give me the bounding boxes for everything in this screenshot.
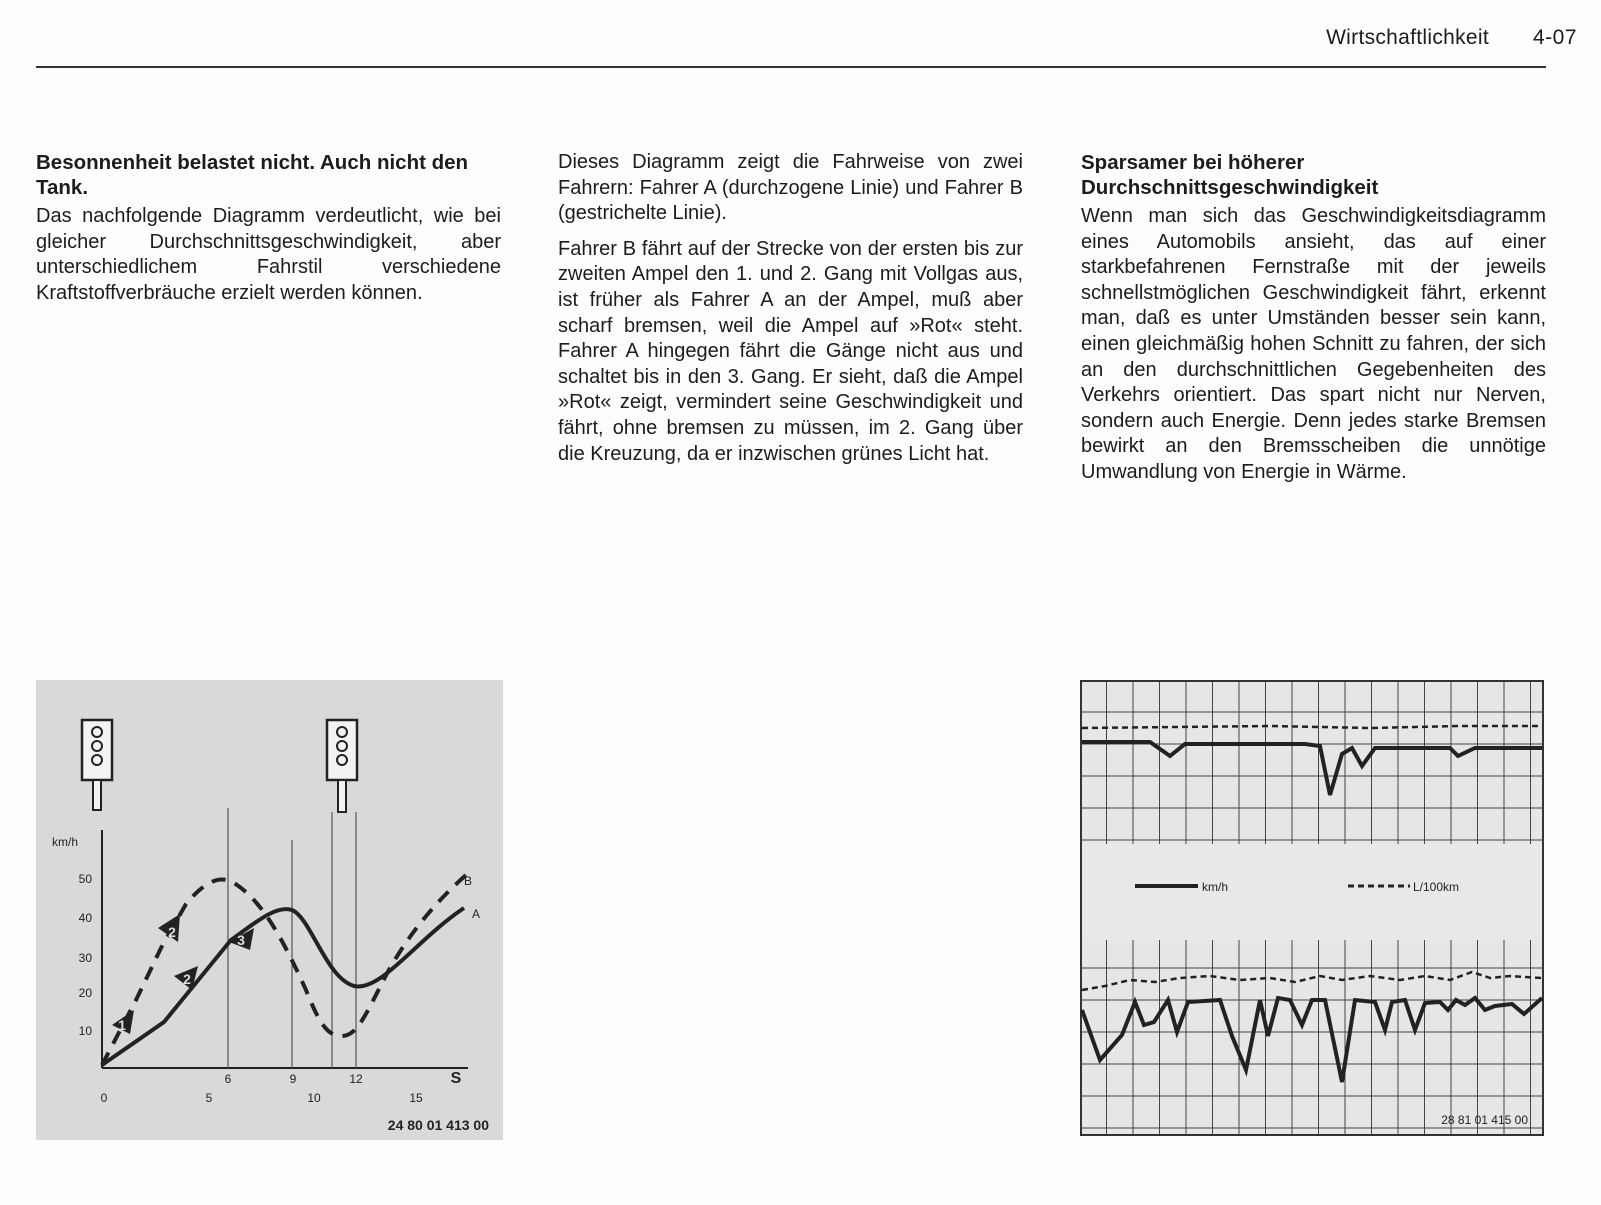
gear-1-label: 1: [118, 1017, 126, 1033]
column-left-heading: Besonnenheit belastet nicht. Auch nicht den Tank.: [36, 151, 469, 199]
column-middle-paragraph-1: Dieses Diagramm zeigt die Fahrweise von zwei Fahrern: Fahrer A (durchzogene Linie) und Fahrer B (gestrichelte Linie).: [558, 151, 1023, 225]
x-tick-15: 15: [409, 1091, 423, 1105]
header-rule: [36, 66, 1546, 68]
gear-marker-1-icon: [112, 1010, 134, 1034]
driver-a-curve: [102, 908, 464, 1065]
x-tick-9: 9: [289, 1072, 297, 1086]
driving-style-figure: [36, 680, 503, 1140]
x-tick-0: 0: [100, 1091, 108, 1105]
legend-band: [1082, 844, 1542, 940]
driver-b-curve: [102, 875, 466, 1065]
lower-speed-curve: [1082, 998, 1542, 1082]
column-right: [1081, 150, 1546, 496]
gear-2-b-label: 2: [168, 924, 176, 940]
y-axis-label: km/h: [52, 835, 79, 849]
gear-3-label: 3: [237, 932, 245, 948]
column-middle: [558, 150, 1023, 477]
figure-1-code: 24 80 01 413 00: [387, 1117, 489, 1133]
x-axis-label: S: [450, 1070, 462, 1087]
speed-consumption-diagram: [1080, 680, 1544, 1136]
upper-consumption-curve: [1082, 726, 1542, 728]
page-number: 4-07: [1532, 26, 1577, 49]
x-tick-5: 5: [205, 1091, 213, 1105]
column-right-heading-line-1: Sparsamer bei höherer: [1081, 151, 1305, 174]
traffic-light-2-icon: [327, 720, 357, 812]
legend-solid-label: km/h: [1202, 880, 1229, 894]
legend-dashed-label: L/100km: [1413, 880, 1460, 894]
column-middle-paragraph-2: Fahrer B fährt auf der Strecke von der ersten bis zur zweiten Ampel den 1. und 2. Gang mit Vollgas aus, ist früher als Fahrer A an der Ampel, muß aber scharf bremsen, weil die Ampel auf »Rot« steht. Fahrer A hingegen fährt die Gänge nicht aus und schaltet bis in den 3. Gang. Er sieht, daß die Ampel »Rot« zeigt, vermindert seine Geschwindigkeit und fährt, ohne bremsen zu müssen, im 2. Gang über die Kreuzung, da er inzwischen grünes Licht hat.: [558, 237, 1023, 465]
x-tick-12: 12: [349, 1072, 363, 1086]
y-tick-10: 10: [78, 1024, 92, 1038]
gear-marker-2-b-icon: [158, 914, 180, 942]
curve-label-a: A: [472, 907, 481, 921]
speed-consumption-figure: [1080, 680, 1544, 1136]
upper-speed-curve: [1082, 742, 1542, 795]
column-right-heading: [1081, 150, 1546, 200]
x-tick-6: 6: [224, 1072, 232, 1086]
y-tick-50: 50: [78, 872, 92, 886]
traffic-light-1-icon: [82, 720, 112, 810]
header-title: Wirtschaftlichkeit: [1326, 26, 1489, 49]
column-right-paragraph-1: Wenn man sich das Geschwindigkeitsdiagramm eines Automobils ansieht, das auf einer starkbefahrenen Fernstraße mit der jeweils schnellstmöglichen Geschwindigkeit fährt, erkennt man, daß es unter Umständen besser sein kann, einen gleichmäßig hohen Schnitt zu fahren, der sich an den durchschnittlichen Gegebenheiten des Verkehrs orientiert. Das spart nicht nur Nerven, sondern auch Energie. Denn jedes starke Bremsen bewirkt an den Bremsscheiben die unnötige Umwandlung von Energie in Wärme.: [1081, 205, 1546, 483]
curve-label-b: B: [464, 874, 473, 888]
y-tick-30: 30: [78, 951, 92, 965]
column-left: [36, 150, 501, 316]
y-tick-40: 40: [78, 911, 92, 925]
column-right-heading-line-2: Durchschnittsgeschwindigkeit: [1081, 176, 1379, 199]
y-tick-20: 20: [78, 986, 92, 1000]
x-tick-10: 10: [307, 1091, 321, 1105]
lower-consumption-curve: [1082, 972, 1542, 990]
figure-2-code: 28 81 01 415 00: [1441, 1113, 1528, 1127]
column-left-paragraph-1: Das nachfolgende Diagramm verdeutlicht, wie bei gleicher Durchschnittsgeschwindigkeit, aber unterschiedlichem Fahrstil verschiedene Kraftstoffverbräuche erzielt werden können.: [36, 205, 501, 304]
gear-2-a-label: 2: [183, 971, 191, 987]
driving-style-diagram: [36, 680, 503, 1140]
